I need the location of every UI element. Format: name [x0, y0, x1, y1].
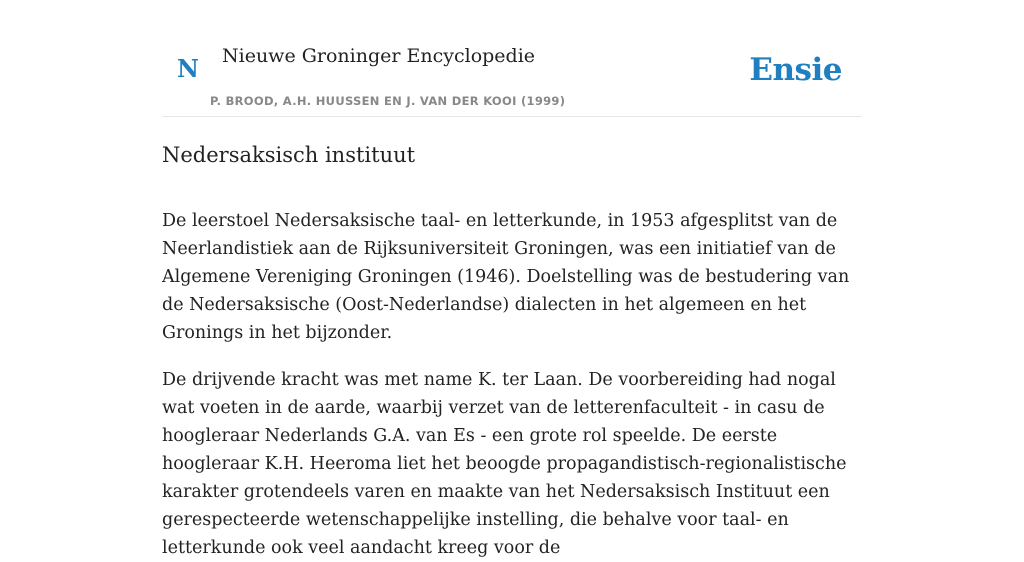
encyclopedia-title-link[interactable]: Nieuwe Groninger Encyclopedie [222, 45, 536, 67]
ensie-brand-logo[interactable]: Ensie [749, 52, 842, 88]
encyclopedia-header [162, 0, 862, 117]
encyclopedia-logo[interactable]: N [177, 54, 199, 83]
encyclopedia-authors: P. BROOD, A.H. HUUSSEN EN J. VAN DER KOOI (1999) [210, 94, 566, 108]
article-paragraph-1: De leerstoel Nedersaksische taal- en letterkunde, in 1953 afgesplitst van de Neerlandistiek aan de Rijksuniversiteit Groningen, was een initiatief van de Algemene Vereniging Groningen (1946). Doelstelling was de bestudering van de Nedersaksische (Oost-Nederlandse) dialecten in het algemeen en het Gronings in het bijzonder. [162, 211, 850, 343]
article [162, 140, 862, 562]
article-paragraph-2: De drijvende kracht was met name K. ter Laan. De voorbereiding had nogal wat voeten in de aarde, waarbij verzet van de letterenfaculteit - in casu de hoogleraar Nederlands G.A. van Es - een grote rol speelde. De eerste hoogleraar K.H. Heeroma liet het beoogde propagandistisch-regionalistische karakter grotendeels varen en maakte van het Nedersaksisch Instituut een gerespecteerde wetenschappelijke instelling, die behalve voor taal- en letterkunde ook veel aandacht kreeg voor de [162, 370, 847, 558]
article-title: Nedersaksisch instituut [162, 143, 416, 167]
